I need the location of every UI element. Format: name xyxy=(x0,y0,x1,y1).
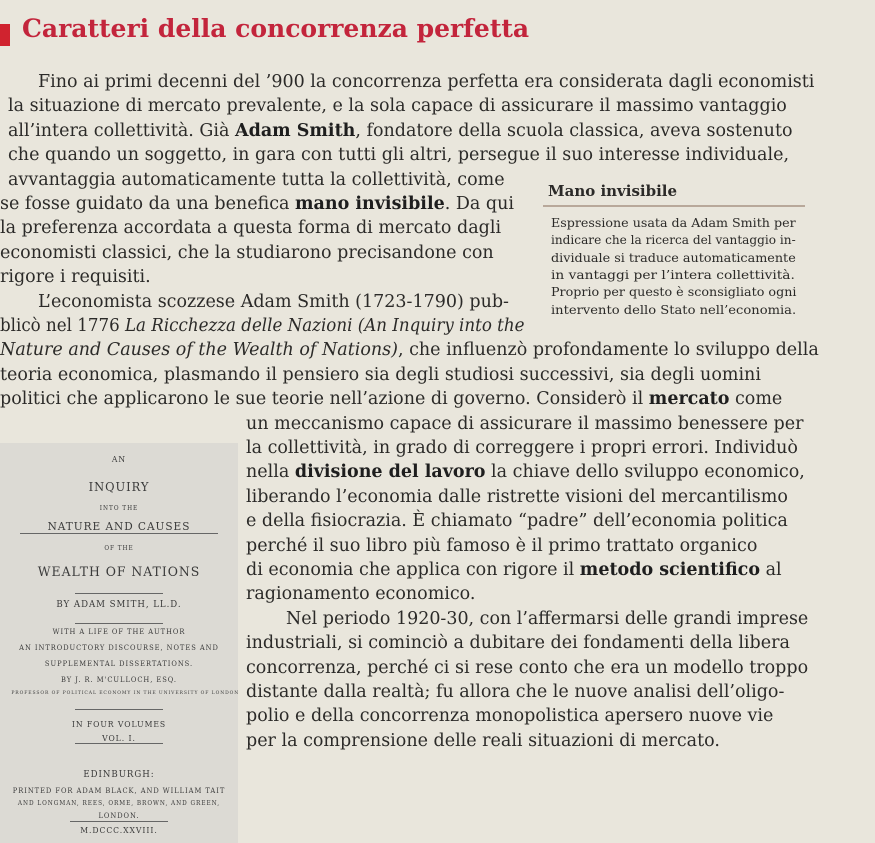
body-line: avvantaggia automaticamente tutta la collettività, come xyxy=(8,169,505,190)
body-line: concorrenza, perché ci si rese conto che era un modello troppo xyxy=(246,657,809,678)
glossary-divider xyxy=(543,205,805,207)
book-cover-text: PRINTED FOR ADAM BLACK, AND WILLIAM TAIT xyxy=(12,787,226,795)
book-cover-text: LONDON. xyxy=(98,812,140,820)
book-cover-image xyxy=(0,443,238,843)
book-cover-rule xyxy=(20,533,218,534)
body-line: economisti classici, che la studiarono precisandone con xyxy=(0,242,494,263)
book-cover-text: EDINBURGH: xyxy=(83,770,155,780)
book-cover-text: PROFESSOR OF POLITICAL ECONOMY IN THE UNIVERSITY OF LONDON xyxy=(11,690,240,696)
title-accent-bar xyxy=(0,24,10,46)
book-cover-rule xyxy=(75,593,163,594)
body-line: polio e della concorrenza monopolistica apersero nuove vie xyxy=(246,706,774,727)
glossary-title: Mano invisibile xyxy=(548,182,678,200)
body-line: Nel periodo 1920-30, con l’affermarsi delle grandi imprese xyxy=(286,608,809,629)
book-cover-text: WEALTH OF NATIONS xyxy=(37,565,201,580)
book-cover-rule xyxy=(70,821,168,822)
body-line: di economia che applica con rigore il metodo scientifico al xyxy=(246,560,782,580)
glossary-box xyxy=(543,178,805,326)
book-cover-text: M.DCCC.XXVIII. xyxy=(80,826,158,835)
book-cover-text: AN INTRODUCTORY DISCOURSE, NOTES AND xyxy=(19,644,219,652)
book-cover-text: OF THE xyxy=(104,545,134,552)
body-line: e della fisiocrazia. È chiamato “padre” dell’economia politica xyxy=(246,511,788,532)
book-cover-rule xyxy=(75,623,163,624)
glossary-line: Espressione usata da Adam Smith per xyxy=(551,215,796,230)
book-cover-text: BY J. R. M'CULLOCH, ESQ. xyxy=(60,676,178,684)
body-line: nella divisione del lavoro la chiave dello sviluppo economico, xyxy=(246,462,805,483)
body-line: ragionamento economico. xyxy=(246,584,476,605)
glossary-line: in vantaggi per l’intera collettività. xyxy=(551,266,795,282)
book-cover-text: WITH A LIFE OF THE AUTHOR xyxy=(52,628,186,636)
glossary-line: dividuale si traduce automaticamente xyxy=(551,249,796,265)
book-cover-text: IN FOUR VOLUMES xyxy=(71,720,167,729)
body-line: blicò nel 1776 La Ricchezza delle Nazioni (An Inquiry into the xyxy=(0,316,525,336)
body-line: liberando l’economia dalle ristrette visioni del mercantilismo xyxy=(246,486,788,507)
book-cover-text: BY ADAM SMITH, LL.D. xyxy=(56,600,182,610)
book-cover-text: SUPPLEMENTAL DISSERTATIONS. xyxy=(44,660,194,668)
body-line: all’intera collettività. Già Adam Smith, fondatore della scuola classica, aveva sostenuto xyxy=(8,120,793,141)
book-cover-text: AN xyxy=(111,455,127,464)
page-title: Caratteri della concorrenza perfetta xyxy=(22,14,530,43)
glossary-line: intervento dello Stato nell’economia. xyxy=(551,301,797,317)
book-cover-text: INTO THE xyxy=(99,505,139,512)
book-cover-text: NATURE AND CAUSES xyxy=(47,520,191,533)
book-cover-text: VOL. I. xyxy=(102,734,136,743)
body-line: rigore i requisiti. xyxy=(0,267,151,288)
body-line: L’economista scozzese Adam Smith (1723-1790) pub- xyxy=(38,291,509,312)
body-line: distante dalla realtà; fu allora che le nuove analisi dell’oligo- xyxy=(246,682,785,702)
body-line: teoria economica, plasmando il pensiero sia degli studiosi successivi, sia degli uomini xyxy=(0,364,761,385)
body-line: Fino ai primi decenni del ’900 la concorrenza perfetta era considerata dagli economisti xyxy=(38,72,815,92)
book-cover-rule xyxy=(75,743,163,744)
body-line: industriali, si cominciò a dubitare dei fondamenti della libera xyxy=(246,633,790,654)
book-cover-text: INQUIRY xyxy=(88,480,150,494)
body-line: perché il suo libro più famoso è il primo trattato organico xyxy=(246,535,758,556)
body-line: Nature and Causes of the Wealth of Nations), che influenzò profondamente lo sviluppo della xyxy=(0,340,819,361)
book-cover-text: AND LONGMAN, REES, ORME, BROWN, AND GREEN, xyxy=(17,800,221,807)
body-line: per la comprensione delle reali situazioni di mercato. xyxy=(246,730,720,751)
glossary-line: indicare che la ricerca del vantaggio in- xyxy=(551,232,796,248)
book-cover-rule xyxy=(75,709,163,710)
body-line: che quando un soggetto, in gara con tutti gli altri, persegue il suo interesse individuale, xyxy=(8,145,790,166)
body-line: la preferenza accordata a questa forma di mercato dagli xyxy=(0,218,502,239)
glossary-line: Proprio per questo è sconsigliato ogni xyxy=(551,284,797,300)
body-line: politici che applicarono le sue teorie nell’azione di governo. Considerò il mercato come xyxy=(0,389,783,410)
body-line: la situazione di mercato prevalente, e la sola capace di assicurare il massimo vantaggio xyxy=(8,96,787,117)
body-line: la collettività, in grado di correggere i propri errori. Individuò xyxy=(246,438,798,458)
body-line: se fosse guidato da una benefica mano invisibile. Da qui xyxy=(0,194,514,214)
body-line: un meccanismo capace di assicurare il massimo benessere per xyxy=(246,413,804,434)
